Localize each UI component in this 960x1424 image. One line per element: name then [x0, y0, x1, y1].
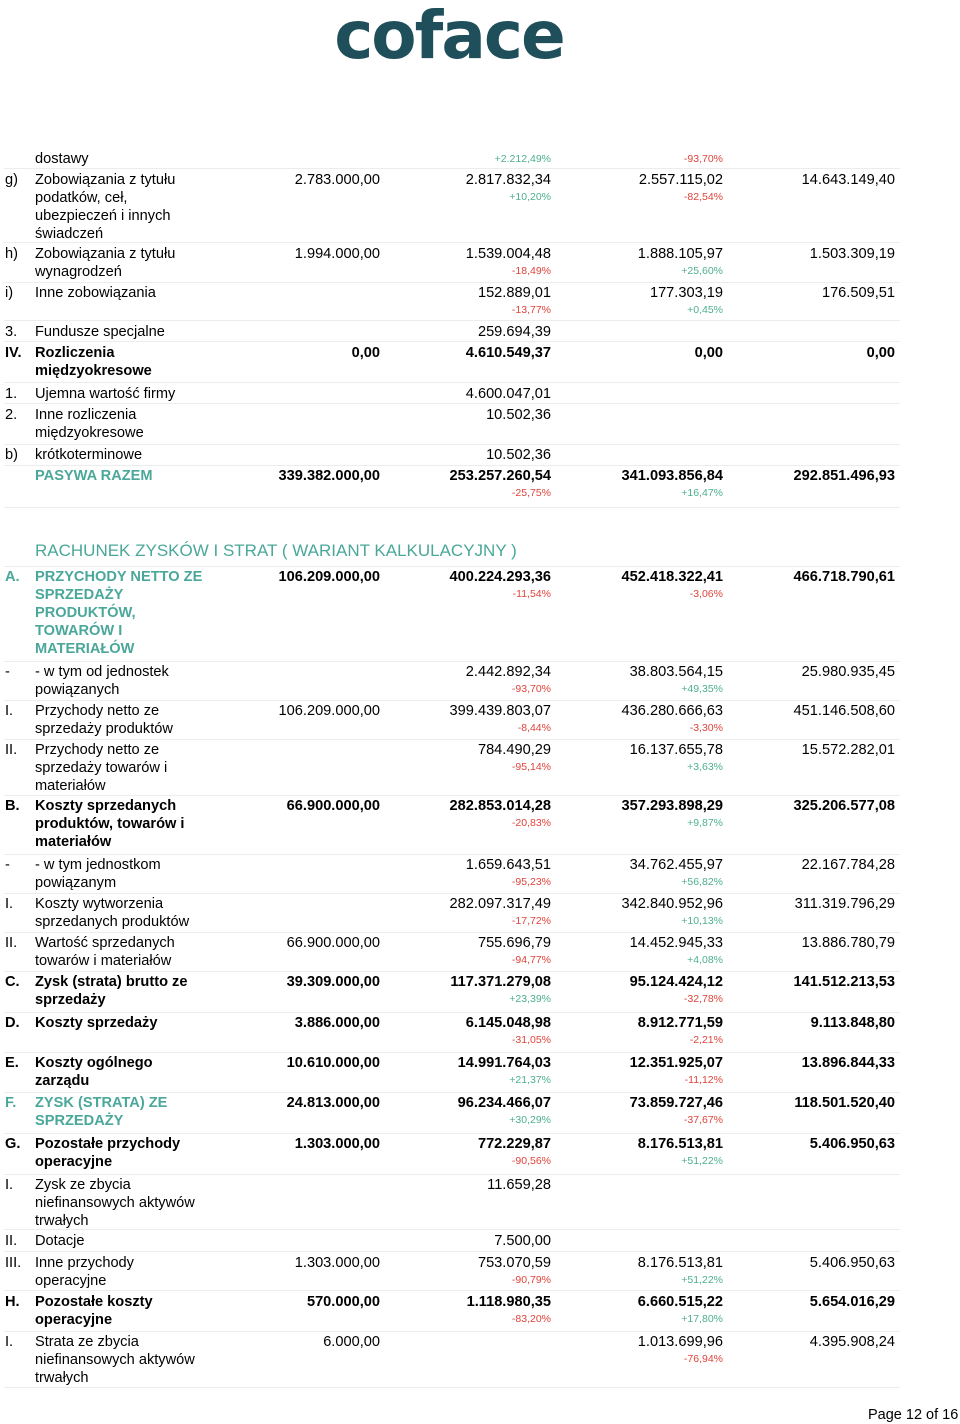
row-separator [4, 320, 900, 321]
value-cell: 106.209.000,00 [278, 703, 380, 719]
value-cell: 3.886.000,00 [294, 1015, 380, 1031]
row-code: b) [5, 447, 18, 463]
value-cell: 339.382.000,00 [278, 468, 380, 484]
row-label: Inne przychody operacyjne [35, 1255, 134, 1289]
row-separator [4, 1290, 900, 1291]
row-separator [4, 854, 900, 855]
row-label: krótkoterminowe [35, 447, 143, 463]
row-separator [4, 893, 900, 894]
value-cell: 25.980.935,45 [801, 664, 895, 680]
row-label: Ujemna wartość firmy [35, 386, 176, 402]
row-code: III. [5, 1255, 22, 1271]
value-cell: 96.234.466,07 [457, 1095, 551, 1111]
change-percent: -93,70% [511, 683, 551, 695]
row-separator [4, 1052, 900, 1053]
change-percent: -82,54% [683, 191, 723, 203]
value-cell: 282.853.014,28 [449, 798, 551, 814]
value-cell: 436.280.666,63 [621, 703, 723, 719]
value-cell: 772.229,87 [477, 1136, 551, 1152]
row-label: Koszty wytworzenia sprzedanych produktów [35, 896, 190, 930]
row-separator [4, 932, 900, 933]
value-cell: 66.900.000,00 [286, 935, 380, 951]
change-percent: +49,35% [681, 683, 723, 695]
change-percent: -94,77% [511, 954, 551, 966]
row-code: A. [5, 569, 20, 585]
change-percent: +4,08% [687, 954, 723, 966]
row-code: II. [5, 935, 18, 951]
change-percent: -11,54% [512, 588, 551, 600]
row-label: Zysk (strata) brutto ze sprzedaży [35, 974, 188, 1008]
value-cell: 117.371.279,08 [450, 974, 551, 990]
value-cell: 11.659,28 [487, 1177, 551, 1193]
page-number: Page 12 of 16 [868, 1407, 959, 1423]
value-cell: 6.660.515,22 [637, 1294, 723, 1310]
value-cell: 0,00 [351, 345, 380, 361]
row-label: Koszty sprzedanych produktów, towarów i materiałów [35, 798, 185, 850]
row-label: Pozostałe przychody operacyjne [35, 1136, 181, 1170]
value-cell: 755.696,79 [477, 935, 551, 951]
row-separator [4, 507, 900, 508]
value-cell: 10.502,36 [486, 447, 551, 463]
value-cell: 2.442.892,34 [465, 664, 551, 680]
change-percent: +23,39% [509, 993, 551, 1005]
value-cell: 13.896.844,33 [801, 1055, 895, 1071]
change-percent: +21,37% [509, 1074, 551, 1086]
row-separator [4, 444, 900, 445]
change-percent: -93,70% [683, 153, 723, 165]
row-code: G. [5, 1136, 21, 1152]
value-cell: 325.206.577,08 [793, 798, 895, 814]
value-cell: 341.093.856,84 [621, 468, 723, 484]
value-cell: 152.889,01 [477, 285, 551, 301]
value-cell: 9.113.848,80 [810, 1015, 895, 1031]
value-cell: 6.145.048,98 [465, 1015, 551, 1031]
change-percent: -83,20% [511, 1313, 551, 1325]
row-code: 3. [5, 324, 18, 340]
change-percent: -32,78% [683, 993, 723, 1005]
value-cell: 38.803.564,15 [629, 664, 723, 680]
value-cell: 0,00 [866, 345, 895, 361]
row-code: D. [5, 1015, 20, 1031]
row-separator [4, 1251, 900, 1252]
value-cell: 342.840.952,96 [621, 896, 723, 912]
row-separator [4, 566, 900, 567]
value-cell: 5.406.950,63 [809, 1136, 895, 1152]
change-percent: +16,47% [681, 487, 723, 499]
row-separator [4, 739, 900, 740]
row-separator [4, 700, 900, 701]
value-cell: 2.817.832,34 [465, 172, 551, 188]
change-percent: -11,12% [684, 1074, 723, 1086]
row-separator [4, 661, 900, 662]
value-cell: 12.351.925,07 [629, 1055, 723, 1071]
change-percent: +30,29% [509, 1114, 551, 1126]
value-cell: 14.643.149,40 [801, 172, 895, 188]
change-percent: -20,83% [511, 817, 551, 829]
value-cell: 399.439.803,07 [449, 703, 551, 719]
value-cell: 5.654.016,29 [809, 1294, 895, 1310]
value-cell: 141.512.213,53 [793, 974, 895, 990]
change-percent: -17,72% [511, 915, 551, 927]
row-label: Koszty sprzedaży [35, 1015, 158, 1031]
value-cell: 753.070,59 [477, 1255, 551, 1271]
row-code: g) [5, 172, 18, 188]
value-cell: 73.859.727,46 [629, 1095, 723, 1111]
row-label: Rozliczenia międzyokresowe [35, 345, 152, 379]
value-cell: 282.097.317,49 [449, 896, 551, 912]
value-cell: 1.118.980,35 [466, 1294, 551, 1310]
value-cell: 14.991.764,03 [457, 1055, 551, 1071]
value-cell: 95.124.424,12 [629, 974, 723, 990]
row-separator [4, 341, 900, 342]
value-cell: 1.659.643,51 [465, 857, 551, 873]
row-label: Inne rozliczenia międzyokresowe [35, 407, 144, 441]
row-code: II. [5, 1233, 18, 1249]
value-cell: 311.319.796,29 [794, 896, 895, 912]
value-cell: 7.500,00 [494, 1233, 551, 1249]
value-cell: 400.224.293,36 [449, 569, 551, 585]
change-percent: +56,82% [681, 876, 723, 888]
row-label: - w tym jednostkom powiązanym [35, 857, 161, 891]
value-cell: 253.257.260,54 [449, 468, 551, 484]
value-cell: 6.000,00 [323, 1334, 380, 1350]
change-percent: -18,49% [511, 265, 551, 277]
change-percent: +3,63% [687, 761, 723, 773]
row-label: Fundusze specjalne [35, 324, 165, 340]
row-code: F. [5, 1095, 17, 1111]
change-percent: +9,87% [687, 817, 723, 829]
value-cell: 22.167.784,28 [801, 857, 895, 873]
value-cell: 570.000,00 [306, 1294, 380, 1310]
change-percent: -90,79% [511, 1274, 551, 1286]
row-separator [4, 795, 900, 796]
value-cell: 5.406.950,63 [809, 1255, 895, 1271]
row-separator [4, 1133, 900, 1134]
change-percent: +10,20% [509, 191, 551, 203]
row-separator [4, 1174, 900, 1175]
row-separator [4, 1012, 900, 1013]
row-code: E. [5, 1055, 19, 1071]
row-label: PASYWA RAZEM [35, 468, 153, 484]
value-cell: 118.501.520,40 [794, 1095, 895, 1111]
change-percent: -3,30% [689, 722, 723, 734]
row-code: H. [5, 1294, 20, 1310]
value-cell: 1.303.000,00 [294, 1255, 380, 1271]
value-cell: 8.912.771,59 [637, 1015, 723, 1031]
row-code: 2. [5, 407, 18, 423]
value-cell: 259.694,39 [477, 324, 551, 340]
row-code: I. [5, 703, 14, 719]
value-cell: 451.146.508,60 [793, 703, 895, 719]
row-label: Inne zobowiązania [35, 285, 156, 301]
value-cell: 8.176.513,81 [637, 1255, 723, 1271]
change-percent: +17,80% [681, 1313, 723, 1325]
row-label: Zobowiązania z tytułu podatków, ceł, ubezpieczeń i innych świadczeń [35, 172, 176, 242]
value-cell: 24.813.000,00 [286, 1095, 380, 1111]
row-code: h) [5, 246, 18, 262]
change-percent: -95,14% [511, 761, 551, 773]
value-cell: 1.539.004,48 [465, 246, 551, 262]
value-cell: 2.557.115,02 [638, 172, 723, 188]
row-separator [4, 1387, 900, 1388]
row-label: Wartość sprzedanych towarów i materiałów [35, 935, 175, 969]
row-label: Przychody netto ze sprzedaży produktów [35, 703, 173, 737]
change-percent: -76,94% [683, 1353, 723, 1365]
row-code: C. [5, 974, 20, 990]
row-label: ZYSK (STRATA) ZE SPRZEDAŻY [35, 1095, 168, 1129]
value-cell: 1.303.000,00 [294, 1136, 380, 1152]
change-percent: -3,06% [689, 588, 723, 600]
value-cell: 4.395.908,24 [809, 1334, 895, 1350]
value-cell: 292.851.496,93 [793, 468, 895, 484]
value-cell: 784.490,29 [477, 742, 551, 758]
value-cell: 176.509,51 [821, 285, 895, 301]
value-cell: 4.610.549,37 [465, 345, 551, 361]
row-code: I. [5, 1334, 14, 1350]
row-label: Zobowiązania z tytułu wynagrodzeń [35, 246, 176, 280]
value-cell: 177.303,19 [649, 285, 723, 301]
row-label: Zysk ze zbycia niefinansowych aktywów trwałych [35, 1177, 195, 1229]
change-percent: -90,56% [511, 1155, 551, 1167]
row-separator [4, 168, 900, 169]
row-separator [4, 282, 900, 283]
value-cell: 106.209.000,00 [278, 569, 380, 585]
row-code: II. [5, 742, 18, 758]
row-separator [4, 1092, 900, 1093]
change-percent: -25,75% [511, 487, 551, 499]
row-code: I. [5, 1177, 14, 1193]
change-percent: +51,22% [681, 1155, 723, 1167]
row-separator [4, 971, 900, 972]
row-code: - [5, 857, 10, 873]
row-label: Koszty ogólnego zarządu [35, 1055, 153, 1089]
value-cell: 10.502,36 [486, 407, 551, 423]
value-cell: 66.900.000,00 [286, 798, 380, 814]
change-percent: +2.212,49% [494, 153, 551, 165]
change-percent: +51,22% [681, 1274, 723, 1286]
value-cell: 4.600.047,01 [465, 386, 551, 402]
value-cell: 1.503.309,19 [809, 246, 895, 262]
row-code: i) [5, 285, 14, 301]
change-percent: -31,05% [511, 1034, 551, 1046]
row-label: Przychody netto ze sprzedaży towarów i materiałów [35, 742, 168, 794]
row-label: Pozostałe koszty operacyjne [35, 1294, 153, 1328]
row-label: dostawy [35, 151, 89, 167]
row-label: Strata ze zbycia niefinansowych aktywów trwałych [35, 1334, 195, 1386]
value-cell: 1.994.000,00 [294, 246, 380, 262]
row-code: IV. [5, 345, 22, 361]
coface-logo [330, 4, 568, 68]
value-cell: 357.293.898,29 [621, 798, 723, 814]
change-percent: -37,67% [683, 1114, 723, 1126]
value-cell: 2.783.000,00 [294, 172, 380, 188]
change-percent: +10,13% [681, 915, 723, 927]
row-code: 1. [5, 386, 18, 402]
section-heading: RACHUNEK ZYSKÓW I STRAT ( WARIANT KALKULACYJNY ) [35, 541, 517, 560]
row-label: - w tym od jednostek powiązanych [35, 664, 169, 698]
change-percent: +25,60% [681, 265, 723, 277]
value-cell: 39.309.000,00 [286, 974, 380, 990]
row-separator [4, 1331, 900, 1332]
row-label: Dotacje [35, 1233, 85, 1249]
change-percent: +0,45% [687, 304, 723, 316]
row-separator [4, 403, 900, 404]
change-percent: -8,44% [517, 722, 551, 734]
row-label: PRZYCHODY NETTO ZE SPRZEDAŻY PRODUKTÓW, TOWARÓW I MATERIAŁÓW [35, 569, 203, 657]
value-cell: 14.452.945,33 [629, 935, 723, 951]
value-cell: 0,00 [694, 345, 723, 361]
logo-text: coface [334, 4, 564, 68]
value-cell: 8.176.513,81 [637, 1136, 723, 1152]
row-code: B. [5, 798, 20, 814]
value-cell: 15.572.282,01 [801, 742, 895, 758]
change-percent: -2,21% [689, 1034, 723, 1046]
row-code: - [5, 664, 10, 680]
change-percent: -13,77% [511, 304, 551, 316]
row-separator [4, 465, 900, 466]
value-cell: 1.013.699,96 [637, 1334, 723, 1350]
row-code: I. [5, 896, 14, 912]
row-separator [4, 382, 900, 383]
value-cell: 452.418.322,41 [621, 569, 723, 585]
value-cell: 466.718.790,61 [793, 569, 895, 585]
value-cell: 10.610.000,00 [286, 1055, 380, 1071]
value-cell: 16.137.655,78 [629, 742, 723, 758]
value-cell: 1.888.105,97 [637, 246, 723, 262]
value-cell: 34.762.455,97 [629, 857, 723, 873]
value-cell: 13.886.780,79 [801, 935, 895, 951]
change-percent: -95,23% [511, 876, 551, 888]
